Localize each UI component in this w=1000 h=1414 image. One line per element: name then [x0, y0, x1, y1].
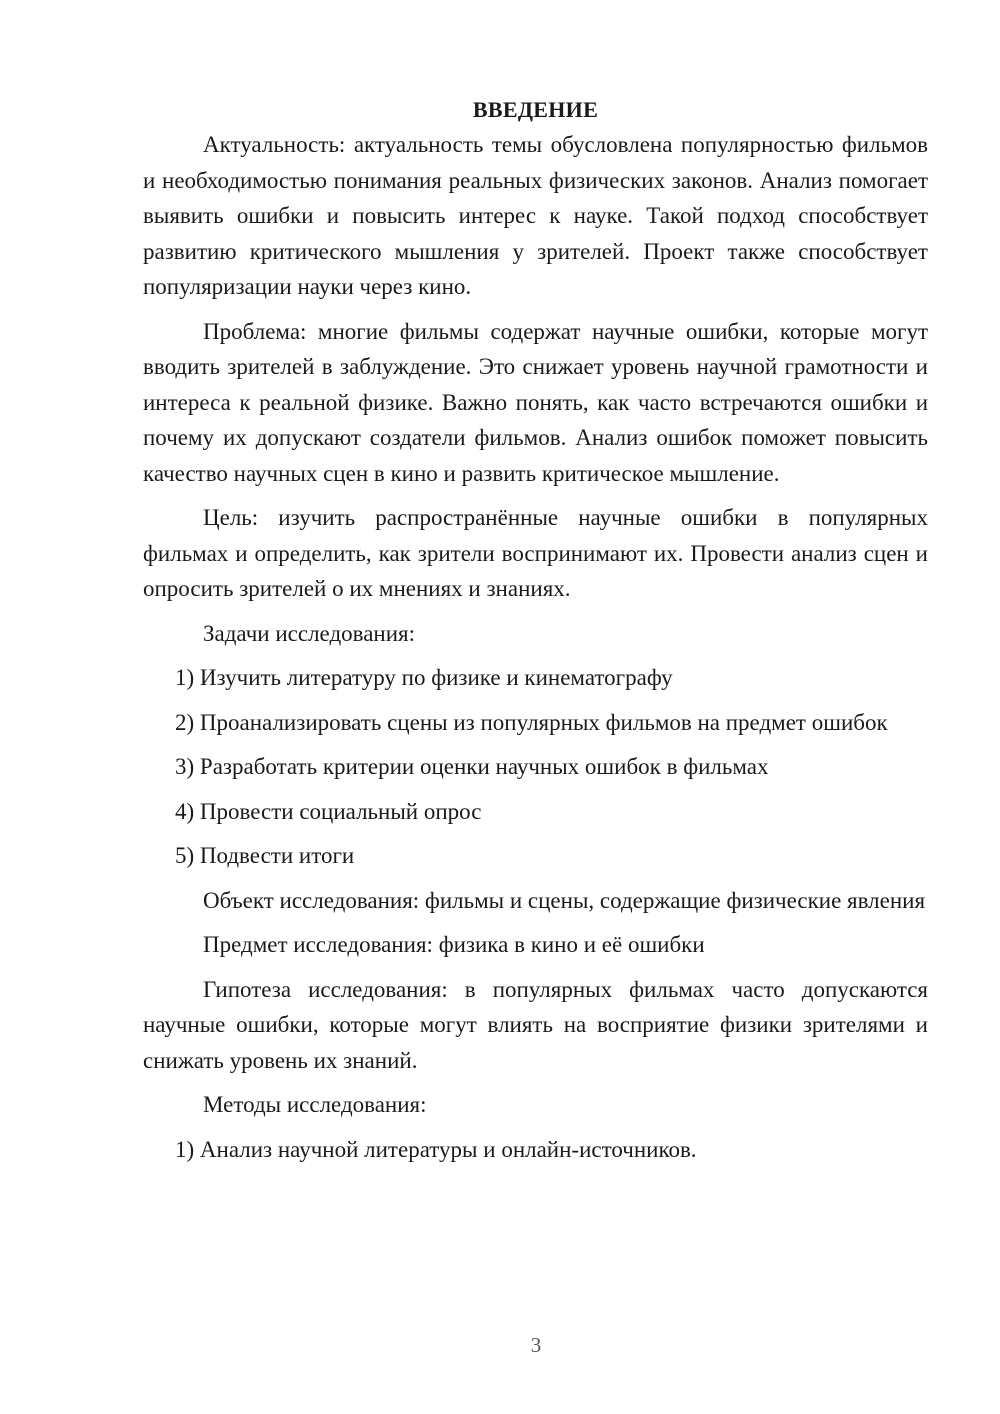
relevance-paragraph: Актуальность: актуальность темы обусловлена популярностью фильмов и необходимостью понимания реальных физических законов. Анализ помогает выявить ошибки и повысить интерес к науке. Такой подход способствует развитию критического мышления у зрителей. Проект также способствует популяризации науки через кино. [143, 132, 928, 299]
task-item-2: 2) Проанализировать сцены из популярных фильмов на предмет ошибок [175, 709, 888, 735]
task-item-1: 1) Изучить литературу по физике и кинематографу [175, 665, 673, 690]
task-item-4: 4) Провести социальный опрос [175, 798, 482, 824]
task-item-3: 3) Разработать критерии оценки научных ошибок в фильмах [175, 754, 769, 779]
methods-label: Методы исследования: [203, 1092, 427, 1117]
page-title: ВВЕДЕНИЕ [472, 97, 599, 122]
hypothesis-paragraph: Гипотеза исследования: в популярных фильмах часто допускаются научные ошибки, которые могут влиять на восприятие физики зрителями и снижать уровень их знаний. [143, 976, 928, 1073]
subject-paragraph: Предмет исследования: физика в кино и её ошибки [203, 932, 705, 957]
method-item-1: 1) Анализ научной литературы и онлайн-источников. [175, 1136, 697, 1162]
task-item-5: 5) Подвести итоги [175, 843, 355, 868]
goal-paragraph: Цель: изучить распространённые научные ошибки в популярных фильмах и определить, как зрители воспринимают их. Провести анализ сцен и опросить зрителей о их мнениях и знаниях. [143, 505, 928, 601]
page-number: 3 [530, 1333, 542, 1357]
page-content [143, 92, 928, 1176]
tasks-label: Задачи исследования: [203, 620, 416, 646]
problem-paragraph: Проблема: многие фильмы содержат научные ошибки, которые могут вводить зрителей в заблуждение. Это снижает уровень научной грамотности и интереса к реальной физике. Важно понять, как часто встречаются ошибки и почему их допускают создатели фильмов. Анализ ошибок поможет повысить качество научных сцен в кино и развить критическое мышление. [143, 318, 928, 486]
object-paragraph: Объект исследования: фильмы и сцены, содержащие физические явления [203, 887, 926, 913]
